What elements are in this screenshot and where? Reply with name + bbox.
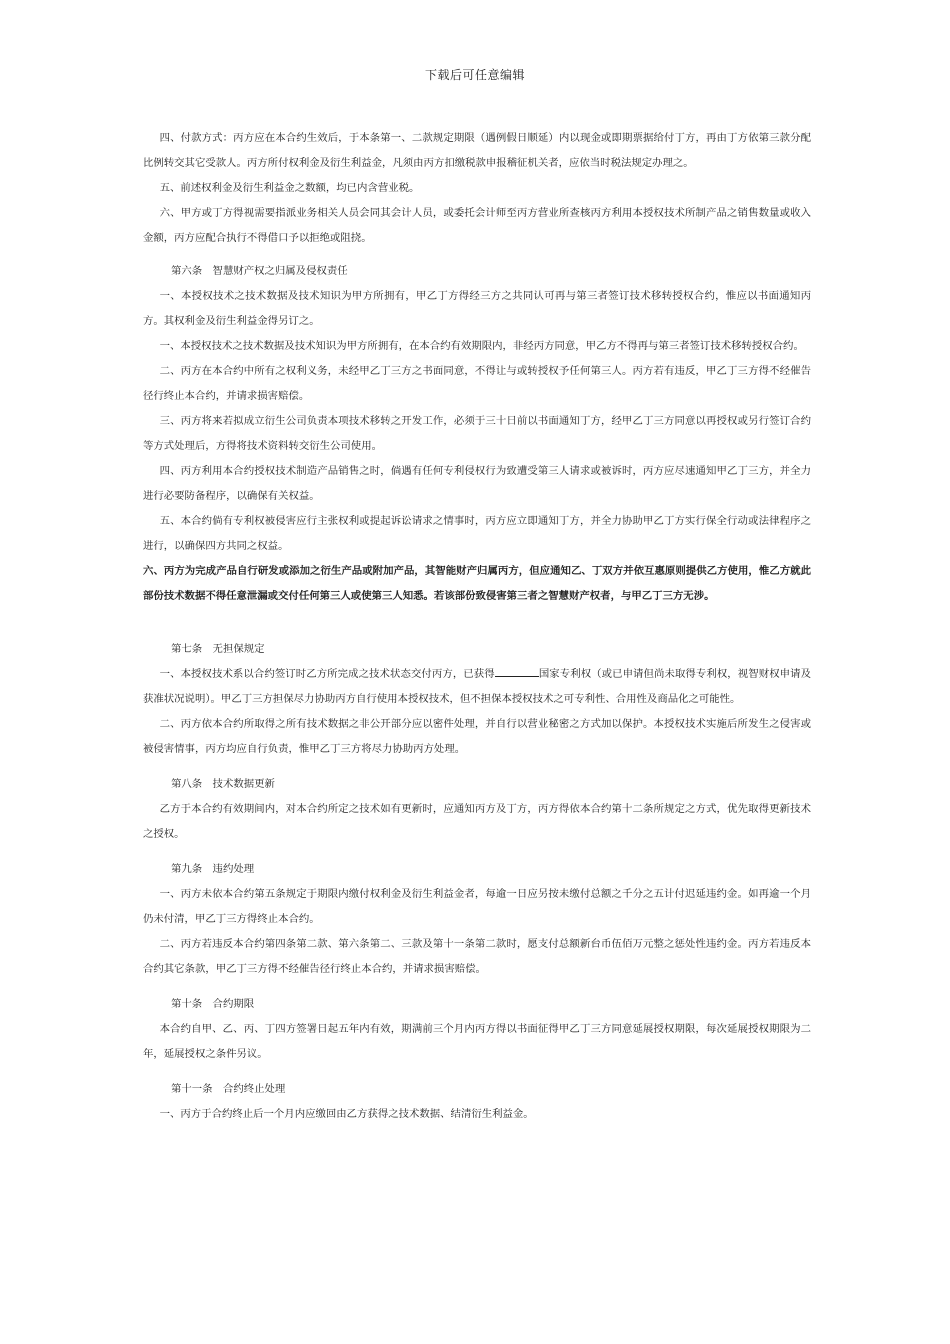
paragraph: 乙方于本合约有效期间内，对本合约所定之技术如有更新时，应通知丙方及丁方，丙方得依本合约第十二条所规定之方式，优先取得更新技术之授权。 [143, 803, 811, 840]
paragraph: 本合约自甲、乙、丙、丁四方签署日起五年内有效，期满前三个月内丙方得以书面征得甲乙丁三方同意延展授权期限，每次延展授权期限为二年，延展授权之条件另议。 [143, 1023, 811, 1060]
article-title: 第六条 智慧财产权之归属及侵权责任 [171, 265, 348, 277]
paragraph-text: 一、本授权技术系以合约签订时乙方所完成之技术状态交付丙方，已获得 [159, 668, 495, 680]
paragraph: 五、本合约倘有专利权被侵害应行主张权利或提起诉讼请求之情事时，丙方应立即通知丁方，并全力协助甲乙丁方实行保全行动或法律程序之进行，以确保四方共同之权益。 [143, 515, 811, 552]
paragraph: 五、前述权利金及衍生利益金之数额，均已内含营业税。 [159, 182, 420, 194]
paragraph: 一、丙方未依本合约第五条规定于期限内缴付权利金及衍生利益金者，每逾一日应另按未缴付总额之千分之五计付迟延违约金。如再逾一个月仍未付清，甲乙丁三方得终止本合约。 [143, 888, 811, 925]
paragraph: 三、丙方将来若拟成立衍生公司负责本项技术移转之开发工作，必须于三十日前以书面通知丁方，经甲乙丁三方同意以再授权或另行签订合约等方式处理后，方得将技术资料转交衍生公司使用。 [143, 415, 811, 452]
article-title: 第七条 无担保规定 [171, 643, 265, 655]
article-title: 第十一条 合约终止处理 [171, 1083, 286, 1095]
paragraph: 四、丙方利用本合约授权技术制造产品销售之时，倘遇有任何专利侵权行为致遭受第三人请求或被诉时，丙方应尽速通知甲乙丁三方，并全力进行必要防备程序，以确保有关权益。 [143, 465, 811, 502]
paragraph: 二、丙方若违反本合约第四条第二款、第六条第二、三款及第十一条第二款时，愿支付总额新台币伍佰万元整之惩处性违约金。丙方若违反本合约其它条款，甲乙丁三方得不经催告径行终止本合约，并请求损害赔偿。 [143, 938, 811, 975]
paragraph [143, 662, 811, 712]
article-title: 第十条 合约期限 [171, 998, 255, 1010]
paragraph: 一、本授权技术之技术数据及技术知识为甲方所拥有，在本合约有效期限内，非经丙方同意，甲乙方不得再与第三者签订技术移转授权合约。 [159, 340, 804, 352]
paragraph: 二、丙方依本合约所取得之所有技术数据之非公开部分应以密件处理，并自行以营业秘密之方式加以保护。本授权技术实施后所发生之侵害或被侵害情事，丙方均应自行负责，惟甲乙丁三方将尽力协助丙方处理。 [143, 718, 811, 755]
blank-underline [495, 665, 539, 677]
paragraph: 一、本授权技术之技术数据及技术知识为甲方所拥有，甲乙丁方得经三方之共同认可再与第三者签订技术移转授权合约，惟应以书面通知丙方。其权利金及衍生利益金得另订之。 [143, 290, 811, 327]
document-body [143, 126, 811, 1127]
article-title: 第八条 技术数据更新 [171, 778, 275, 790]
paragraph-text: 国家专利权（或已申请但尚未取得专利权，视智财权申请及获准状况说明）。甲乙丁三方担保尽力协助丙方自行使用本授权技术，但不担保本授权技术之可专利性、合用性及商品化之可能性。 [143, 668, 812, 705]
page-header: 下载后可任意编辑 [424, 68, 525, 82]
bold-paragraph: 六、丙方为完成产品自行研发或添加之衍生产品或附加产品，其智能财产归属丙方，但应通知乙、丁双方并依互惠原则提供乙方使用，惟乙方就此部份技术数据不得任意泄漏或交付任何第三人或使第三人知悉。若该部份致侵害第三者之智慧财产权者，与甲乙丁三方无涉。 [143, 565, 811, 602]
article-title: 第九条 违约处理 [171, 863, 255, 875]
paragraph: 二、丙方在本合约中所有之权利义务，未经甲乙丁三方之书面同意，不得让与或转授权予任何第三人。丙方若有违反，甲乙丁三方得不经催告径行终止本合约，并请求损害赔偿。 [143, 365, 811, 402]
paragraph: 六、甲方或丁方得视需要指派业务相关人员会同其会计人员，或委托会计师至丙方营业所查核丙方利用本授权技术所制产品之销售数量或收入金额，丙方应配合执行不得借口予以拒绝或阻挠。 [143, 207, 811, 244]
paragraph: 一、丙方于合约终止后一个月内应缴回由乙方获得之技术数据、结清衍生利益金。 [159, 1108, 534, 1120]
paragraph: 四、付款方式：丙方应在本合约生效后，于本条第一、二款规定期限（遇例假日顺延）内以现金或即期票据给付丁方，再由丁方依第三款分配比例转交其它受款人。丙方所付权利金及衍生利益金，凡须由丙方扣缴税款申报稽征机关者，应依当时税法规定办理之。 [143, 132, 811, 169]
